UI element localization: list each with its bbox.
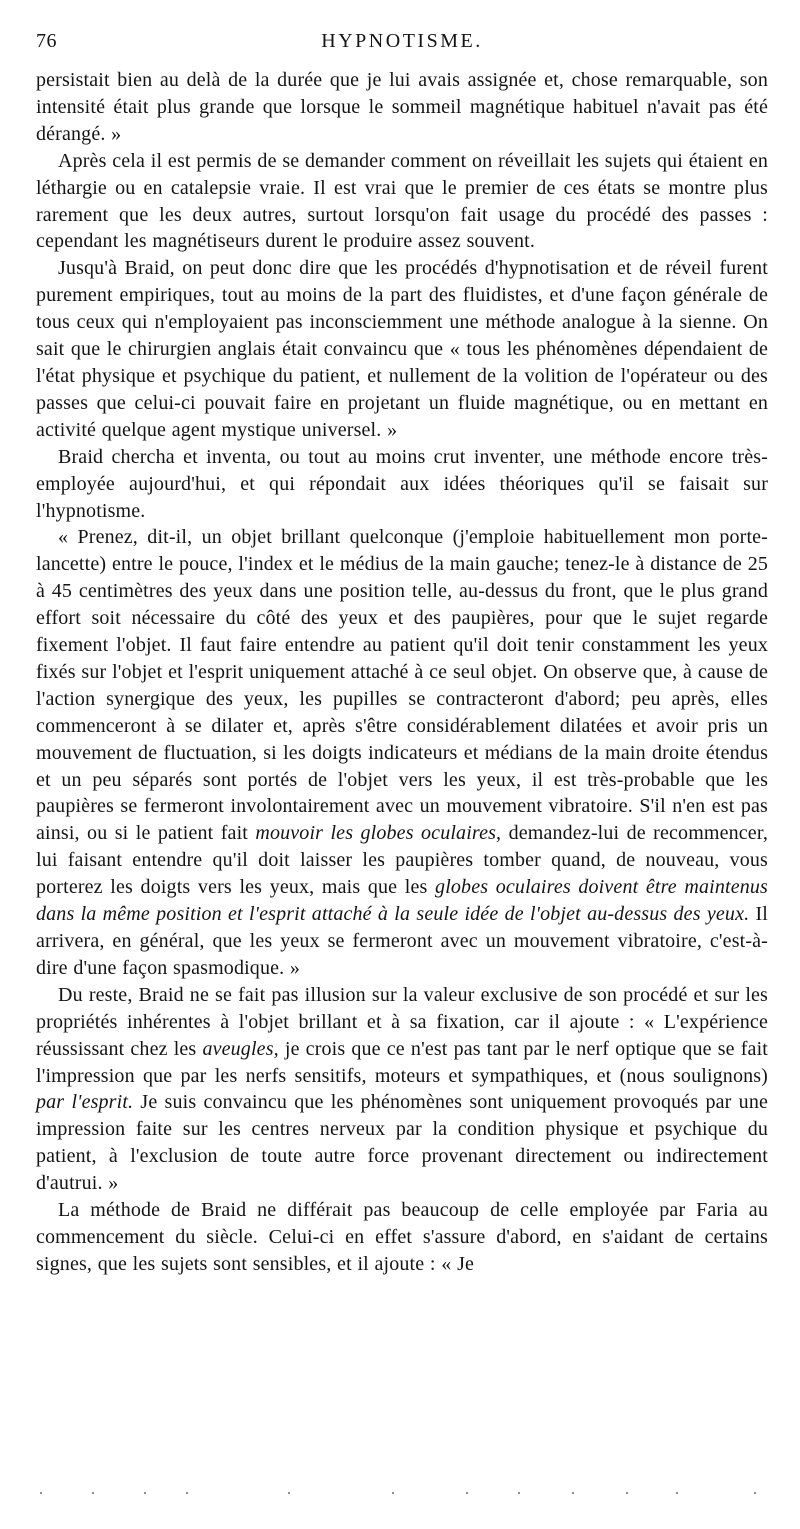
speck: [288, 1492, 290, 1494]
text-run: persistait bien au delà de la durée que je lui avais assignée et, chose remarquable, son intensité était plus grande que lorsque le sommeil magnétique habituel n'avait pas été dérangé. »: [36, 69, 768, 145]
speck: [518, 1492, 520, 1494]
speck: [186, 1492, 188, 1494]
text-run: Je suis convaincu que les phénomènes sont uniquement provoqués par une impression faite sur les centres nerveux par la condition physique et psychique du patient, à l'exclusion de toute autre force provenant directement ou indirectement d'autrui. »: [36, 1091, 769, 1195]
speck: [572, 1492, 574, 1494]
paragraph: [36, 982, 768, 1197]
speck: [392, 1492, 394, 1494]
body-text: [36, 67, 768, 1278]
text-run: demandez-lui de recommencer, lui faisant entendre qu'il doit laisser les paupières tomber quand, de nouveau, vous porterez les doigts vers les yeux, mais que les: [36, 822, 768, 899]
text-run: « Prenez, dit-il, un objet brillant quelconque (j'emploie habituellement mon porte-lancette) entre le pouce, l'index et le médius de la main gauche; tenez-le à distance de 25 à 45 centimètres des yeux dans une position telle, au-dessus du front, que le plus grand effort soit nécessaire du côté des yeux et des paupières, pour que le sujet regarde fixement l'objet. Il faut faire entendre au patient qu'il doit tenir constamment les yeux fixés sur l'objet et l'esprit uniquement attaché à ce seul objet. On observe que, à cause de l'action synergique des yeux, les pupilles se contracteront d'abord; peu après, elles commenceront à se dilater et, après s'être considérablement dilatées et avoir pris un mouvement de fluctuation, si les doigts indicateurs et médians de la main droite étendus et un peu séparés sont portés de l'objet vers les yeux, il est très-probable que les paupières se fermeront involontairement avec un mouvement vibratoire. S'il n'en est pas ainsi, ou si le patient fait: [36, 526, 768, 845]
running-title: HYPNOTISME.: [321, 30, 483, 52]
speck: [92, 1492, 94, 1494]
paragraph: [36, 255, 768, 443]
paragraph: [36, 524, 768, 981]
page-header: [36, 30, 768, 58]
speck: [144, 1492, 146, 1494]
paragraph: [36, 148, 768, 256]
speck: [40, 1492, 42, 1494]
speck: [676, 1492, 678, 1494]
speck: [626, 1492, 628, 1494]
paragraph: [36, 1197, 768, 1278]
italic-text: mouvoir les globes oculaires,: [255, 822, 502, 845]
italic-text: aveugles,: [202, 1037, 279, 1060]
text-run: Braid chercha et inventa, ou tout au moins crut inventer, une méthode encore très-employée aujourd'hui, et qui répondait aux idées théoriques qu'il se faisait sur l'hypnotisme.: [36, 445, 768, 522]
text-run: Il arrivera, en général, que les yeux se fermeront avec un mouvement vibratoire, c'est-à-dire d'une façon spasmodique. »: [36, 903, 768, 979]
text-run: Après cela il est permis de se demander comment on réveillait les sujets qui étaient en léthargie ou en catalepsie vraie. Il est vrai que le premier de ces états se montre plus rarement que les deux autres, surtout lorsqu'on fait usage du procédé des passes : cependant les magnétiseurs durent le produire assez souvent.: [36, 149, 768, 253]
text-run: Du reste, Braid ne se fait pas illusion sur la valeur exclusive de son procédé et sur les propriétés inhérentes à l'objet brillant et à sa fixation, car il ajoute : « L'expérience réussissant chez les: [36, 983, 768, 1060]
paragraph: [36, 67, 768, 148]
text-run: je crois que ce n'est pas tant par le nerf optique que se fait l'impression que par les nerfs sensitifs, moteurs et sympathiques, et (nous soulignons): [36, 1037, 768, 1087]
paragraph: [36, 444, 768, 525]
italic-text: globes oculaires doivent être maintenus dans la même position et l'esprit attaché à la seule idée de l'objet au-dessus des yeux.: [36, 876, 768, 926]
speck: [466, 1492, 468, 1494]
bottom-margin-specks: [36, 1492, 768, 1502]
speck: [754, 1492, 756, 1494]
italic-text: par l'esprit.: [36, 1091, 134, 1114]
text-run: Jusqu'à Braid, on peut donc dire que les procédés d'hypnotisation et de réveil furent purement empiriques, tout au moins de la part des fluidistes, et d'une façon générale de tous ceux qui n'employaient pas inconsciemment une méthode analogue à la sienne. On sait que le chirurgien anglais était convaincu que « tous les phénomènes dépendaient de l'état physique et psychique du patient, et nullement de la volition de l'opérateur ou des passes que celui-ci pouvait faire en projetant un fluide magnétique, ou en mettant en activité quelque agent mystique universel. »: [36, 257, 768, 441]
text-run: La méthode de Braid ne différait pas beaucoup de celle employée par Faria au commencement du siècle. Celui-ci en effet s'assure d'abord, en s'aidant de certains signes, que les sujets sont sensibles, et il ajoute : « Je: [36, 1199, 768, 1275]
page-number: 76: [36, 30, 57, 52]
